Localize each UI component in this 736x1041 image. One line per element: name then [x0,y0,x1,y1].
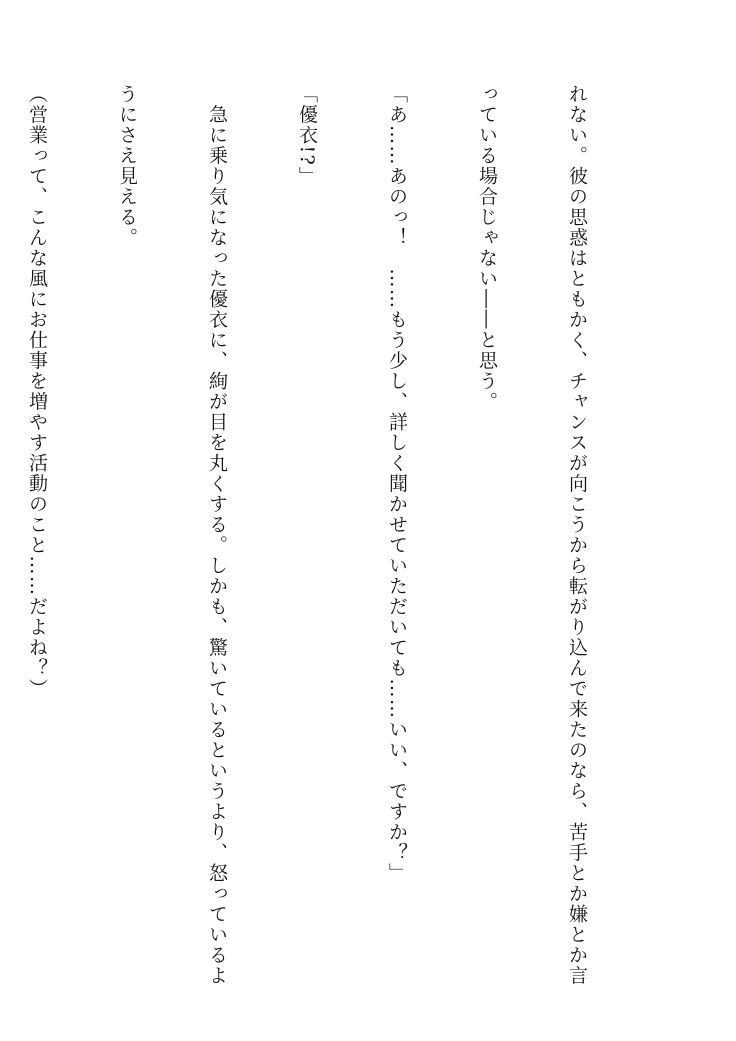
text-line: れない。彼の思惑はともかく、チャンスが向こうから転がり込んで来たのなら、苦手とか嫌とか言 [566,84,588,986]
text-line: 急に乗り気になった優衣に、絢が目を丸くする。しかも、驚いているというより、怒っているよ [206,84,228,986]
text-line: っている場合じゃない――と思う。 [476,84,498,412]
text-line: （営業って、こんな風にお仕事を増やす活動のこと……だよね？） [26,84,48,699]
text-line: 「あ……あのっ！ ……もう少し、詳しく聞かせていただいても……いい、ですか？」 [386,84,408,884]
vertical-text-body [0,84,652,986]
text-line: 「優衣!?」 [296,84,318,187]
text-line: うにさえ見える。 [116,84,138,248]
